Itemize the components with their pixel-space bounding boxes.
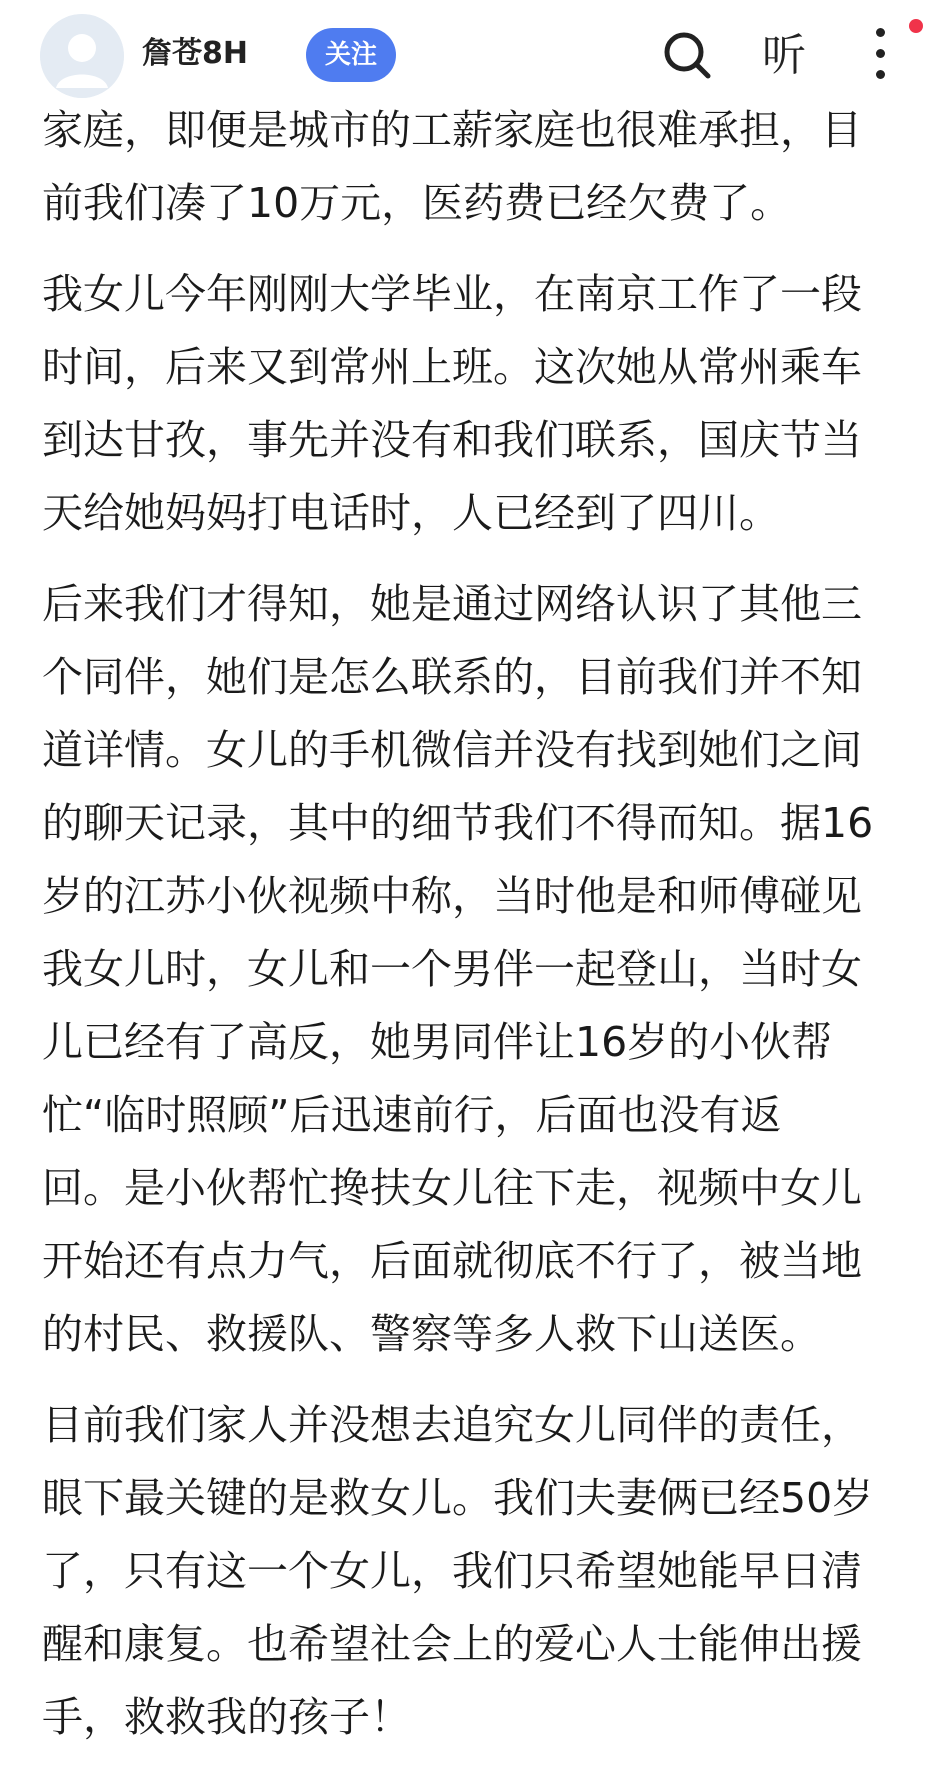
text-line: 了，只有这一个女儿，我们只希望她能早日清 xyxy=(42,1547,862,1595)
article-body xyxy=(42,94,912,1754)
search-icon[interactable] xyxy=(660,28,716,84)
paragraph-2 xyxy=(42,258,912,550)
text-line: 前我们凑了10万元，医药费已经欠费了。 xyxy=(42,179,792,227)
text-line: 岁的江苏小伙视频中称，当时他是和师傅碰见 xyxy=(42,872,862,920)
default-avatar-icon xyxy=(40,14,124,98)
author-name[interactable]: 詹苍8H xyxy=(142,36,248,71)
paragraph-4 xyxy=(42,1389,912,1754)
text-line: 眼下最关键的是救女儿。我们夫妻俩已经50岁 xyxy=(42,1474,874,1522)
text-line: 儿已经有了高反，她男同伴让16岁的小伙帮 xyxy=(42,1018,833,1066)
avatar[interactable] xyxy=(40,14,124,98)
listen-button[interactable]: 听 xyxy=(762,30,806,81)
follow-button[interactable]: 关注 xyxy=(306,28,396,82)
text-line: 手，救救我的孩子！ xyxy=(42,1693,411,1741)
text-line: 到达甘孜，事先并没有和我们联系，国庆节当 xyxy=(42,416,862,464)
text-line: 开始还有点力气，后面就彻底不行了，被当地 xyxy=(42,1237,862,1285)
text-line: 的聊天记录，其中的细节我们不得而知。据16 xyxy=(42,799,874,847)
text-line: 天给她妈妈打电话时，人已经到了四川。 xyxy=(42,489,780,537)
text-line: 醒和康复。也希望社会上的爱心人士能伸出援 xyxy=(42,1620,862,1668)
text-line: 个同伴，她们是怎么联系的，目前我们并不知 xyxy=(42,653,862,701)
notification-dot xyxy=(909,19,923,33)
text-line: 我女儿今年刚刚大学毕业，在南京工作了一段 xyxy=(42,270,862,318)
text-line: 的村民、救援队、警察等多人救下山送医。 xyxy=(42,1310,821,1358)
text-line: 道详情。女儿的手机微信并没有找到她们之间 xyxy=(42,726,862,774)
text-line: 后来我们才得知，她是通过网络认识了其他三 xyxy=(42,580,862,628)
text-line: 家庭，即便是城市的工薪家庭也很难承担，目 xyxy=(42,106,862,154)
text-line: 忙“临时照顾”后迅速前行，后面也没有返 xyxy=(42,1091,782,1139)
text-line: 回。是小伙帮忙搀扶女儿往下走，视频中女儿 xyxy=(42,1164,862,1212)
text-line: 时间，后来又到常州上班。这次她从常州乘车 xyxy=(42,343,862,391)
more-vertical-icon[interactable] xyxy=(872,28,888,88)
paragraph-1 xyxy=(42,94,912,240)
paragraph-3 xyxy=(42,568,912,1371)
text-line: 我女儿时，女儿和一个男伴一起登山，当时女 xyxy=(42,945,862,993)
text-line: 目前我们家人并没想去追究女儿同伴的责任， xyxy=(42,1401,862,1449)
